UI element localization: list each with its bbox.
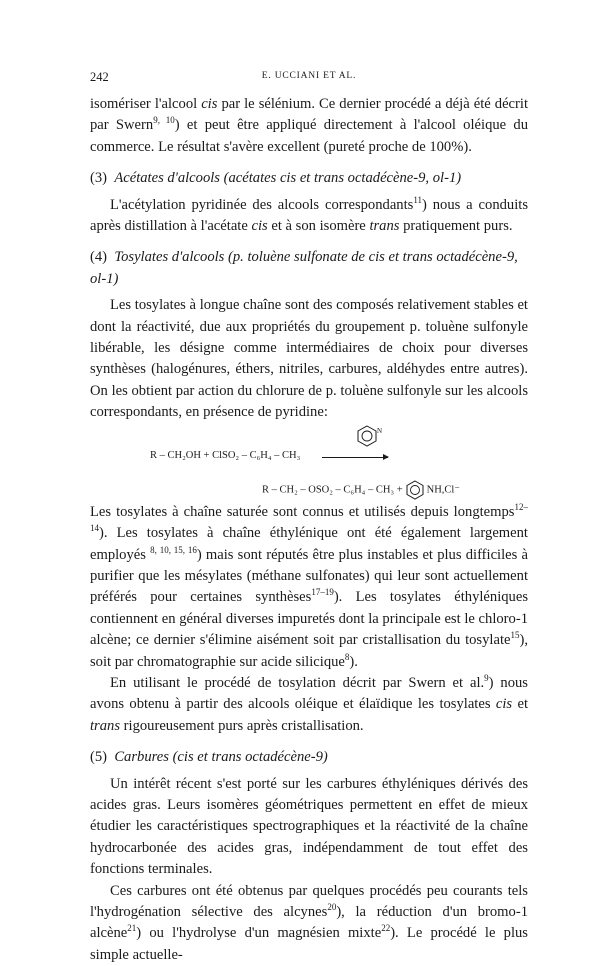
equation-reactants: R – CH₂OH + ClSO₂ – C₆H₄ – CH₃ <box>150 449 301 461</box>
section-4-paragraph-1: Les tosylates à longue chaîne sont des composés relativement stables et dont la réactivité, due aux propriétés du groupement p. toluène sulfonyle libérable, les désigne comme intermédiaires de choix pour diverses synthèses (halogénures, éthers, nitriles, carbures, aldéhydes entre autres). On les obtient par action du chlorure de p. toluène sulfonyle sur les alcools correspondants, en présence de pyridine: <box>90 297 528 421</box>
pyridine-n-label: N <box>377 426 383 435</box>
pyridine-catalyst-icon <box>355 424 389 450</box>
pyridinium-ring-icon <box>405 480 425 500</box>
equation-products: R – CH₂ – OSO₂ – C₆H₄ – CH₃ + NH,Cl⁻ <box>262 480 460 500</box>
running-head: E. UCCIANI ET AL. <box>261 71 357 81</box>
reaction-equation <box>90 424 528 502</box>
paragraph-1: isomériser l'alcool cis par le sélénium. Ce dernier procédé a déjà été décrit par Swern$^{9, 10}$) et peut être appliqué directement à l'alcool oléique du commerce. Le résultat s'avère excellent (pureté proche de 100%). <box>90 96 528 155</box>
page-number: 242 <box>90 70 109 84</box>
section-4-paragraph-3: En utilisant le procédé de tosylation décrit par Swern et al.$^9$) nous avons obtenu à partir des alcools oléique et élaïdique les tosylates cis et trans rigoureusement purs après cristallisation. <box>90 672 529 734</box>
page-header <box>90 70 528 90</box>
reaction-arrow <box>322 457 388 458</box>
section-3-heading: (3) Acétates d'alcools (acétates cis et trans octadécène-9, ol-1) <box>90 170 462 187</box>
section-5-paragraph-1: Un intérêt récent s'est porté sur les carbures éthyléniques dérivés des acides gras. Leurs isomères géométriques permettent en effet de mieux étudier les caractéristiques spectrographiques et la réactivité de la chaîne hydrocarbonée des acides gras, indépendamment de tout effet des fonctions terminales. <box>90 775 528 878</box>
section-4-heading: (4) Tosylates d'alcools (p. toluène sulfonate de cis et trans octadécène-9, ol-1) <box>90 249 518 287</box>
page <box>90 70 528 966</box>
section-5-paragraph-2: Ces carbures ont été obtenus par quelques procédés peu courants tels l'hydrogénation sélective des alcynes$^{20}$), la réduction d'un bromo-1 alcène$^{21}$) ou l'hydrolyse d'un magnésien mixte$^{22}$). Le procédé le plus simple actuelle- <box>90 882 528 963</box>
section-3-paragraph: L'acétylation pyridinée des alcools correspondants$^{11}$) nous a conduits après distillation à l'acétate cis et à son isomère trans pratiquement purs. <box>90 194 528 235</box>
section-5-heading: (5) Carbures (cis et trans octadécène-9) <box>90 749 328 766</box>
section-4-paragraph-2: Les tosylates à chaîne saturée sont connus et utilisés depuis longtemps$^{12-14}$). Les tosylates à chaîne éthylénique ont été également largement employés $^{8, 10, 15, 16}$) mais sont réputés être plus instables et plus difficiles à purifier que les mésylates (méthane sulfonates) qui leur sont actuellement préférés pour certaines synthèses$^{17-19}$). Les tosylates éthyléniques contiennent en général diverses impuretés dont la principale est le chloro-1 alcène; ce dernier s'élimine aisément soit par cristallisation du tosylate$^{15}$), soit par chromatographie sur acide silicique$^8$). <box>90 501 529 670</box>
